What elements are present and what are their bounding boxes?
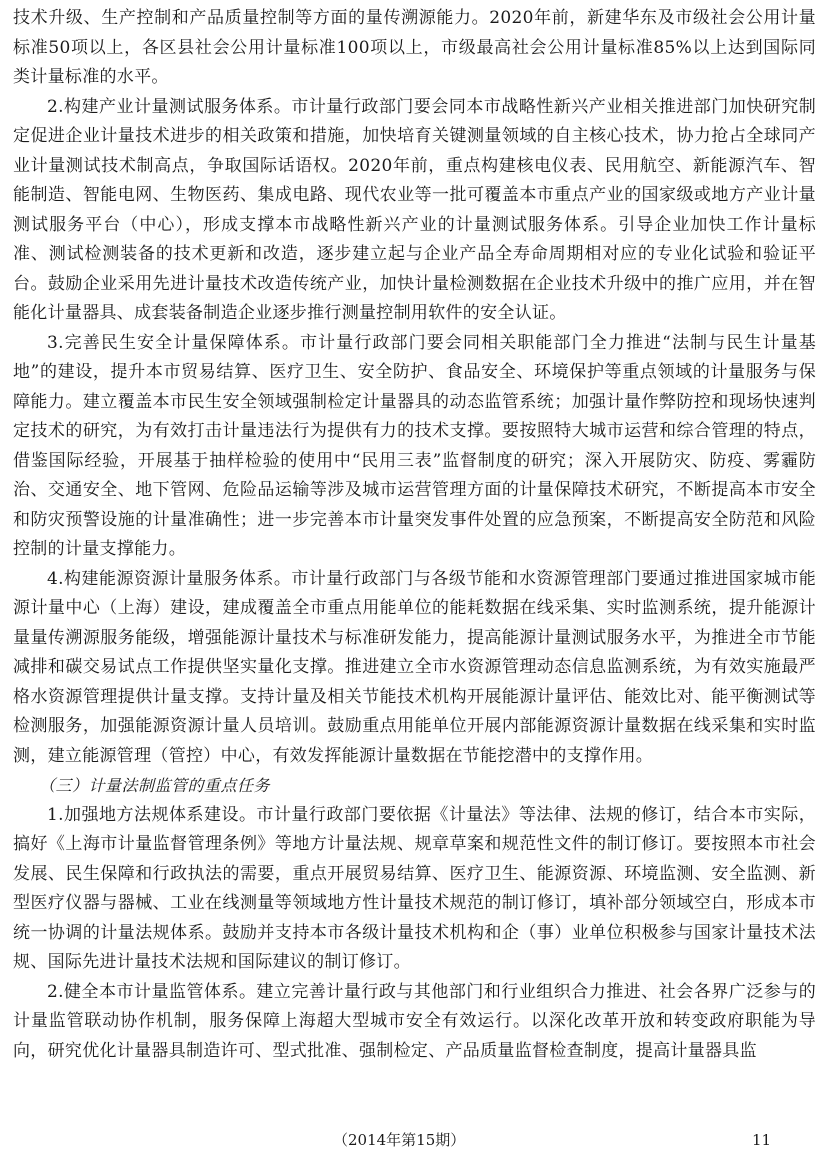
paragraph-supervision-system: 2.健全本市计量监管体系。建立完善计量行政与其他部门和行业组织合力推进、社会各界广泛参与的计量监管联动协作机制，服务保障上海超大型城市安全有效运行。以深化改革开放和转变政府职能为导向，研究优化计量器具制造许可、型式批准、强制检定、产品质量监督检查制度，提高计量器具监: [13, 981, 816, 1061]
paragraph-livelihood-safety: 3.完善民生安全计量保障体系。市计量行政部门要会同相关职能部门全力推进“法制与民生计量基地”的建设，提升本市贸易结算、医疗卫生、安全防护、食品安全、环境保护等重点领域的计量服务与保障能力。建立覆盖本市民生安全领域强制检定计量器具的动态监管系统；加强计量作弊防控和现场快速判定技术的研究，为有效打击计量违法行为提供有力的技术支撑。要按照特大城市运营和综合管理的特点，借鉴国际经验，开展基于抽样检验的使用中“民用三表”监督制度的研究；深入开展防灾、防疫、雾霾防治、交通安全、地下管网、危险品运输等涉及城市运营管理方面的计量保障技术研究，不断提高本市安全和防灾预警设施的计量准确性；进一步完善本市计量突发事件处置的应急预案，不断提高安全防范和风险控制的计量支撑能力。: [13, 332, 816, 559]
page-footer: [0, 1128, 827, 1152]
paragraph-local-regulations: 1.加强地方法规体系建设。市计量行政部门要依据《计量法》等法律、法规的修订，结合本市实际，搞好《上海市计量监督管理条例》等地方计量法规、规章草案和规范性文件的制订修订。要按照本市社会发展、民生保障和行政执法的需要，重点开展贸易结算、医疗卫生、能源资源、环境监测、安全监测、新型医疗仪器与器械、工业在线测量等领域地方性计量技术规范的制订修订，填补部分领域空白，形成本市统一协调的计量法规体系。鼓励并支持本市各级计量技术机构和企（事）业单位积极参与国家计量技术法规、国际先进计量技术法规和国际建议的制订修订。: [13, 804, 816, 972]
paragraph-energy-resources: 4.构建能源资源计量服务体系。市计量行政部门与各级节能和水资源管理部门要通过推进国家城市能源计量中心（上海）建设，建成覆盖全市重点用能单位的能耗数据在线采集、实时监测系统，提升能源计量量传溯源服务能级，增强能源计量技术与标准研发能力，提高能源计量测试服务水平，为推进全市节能减排和碳交易试点工作提供坚实量化支撑。推进建立全市水资源管理动态信息监测系统，为有效实施最严格水资源管理提供计量支撑。支持计量及相关节能技术机构开展能源计量评估、能效比对、能平衡测试等检测服务，加强能源资源计量人员培训。鼓励重点用能单位开展内部能源资源计量数据在线采集和实时监测，建立能源管理（管控）中心，有效发挥能源计量数据在节能挖潜中的支撑作用。: [13, 568, 816, 766]
issue-label: （2014年第15期）: [333, 1131, 466, 1149]
page-number: 11: [752, 1131, 772, 1149]
paragraph-standards-capacity: 技术升级、生产控制和产品质量控制等方面的量传溯源能力。2020年前，新建华东及市级社会公用计量标准50项以上，各区县社会公用计量标准100项以上，市级最高社会公用计量标准85%以上达到国际同类计量标准的水平。: [13, 8, 816, 87]
paragraph-industry-measurement: 2.构建产业计量测试服务体系。市计量行政部门要会同本市战略性新兴产业相关推进部门加快研究制定促进企业计量技术进步的相关政策和措施，加快培育关键测量领域的自主核心技术，协力抢占全球同产业计量测试技术制高点，争取国际话语权。2020年前，重点构建核电仪表、民用航空、新能源汽车、智能制造、智能电网、生物医药、集成电路、现代农业等一批可覆盖本市重点产业的国家级或地方产业计量测试服务平台（中心），形成支撑本市战略性新兴产业的计量测试服务体系。引导企业加快工作计量标准、测试检测装备的技术更新和改造，逐步建立起与企业产品全寿命周期相对应的专业化试验和验证平台。鼓励企业采用先进计量技术改造传统产业，加快计量检测数据在企业技术升级中的推广应用，并在智能化计量器具、成套装备制造企业逐步推行测量控制用软件的安全认证。: [13, 96, 816, 323]
section-heading: （三）计量法制监管的重点任务: [39, 776, 271, 795]
